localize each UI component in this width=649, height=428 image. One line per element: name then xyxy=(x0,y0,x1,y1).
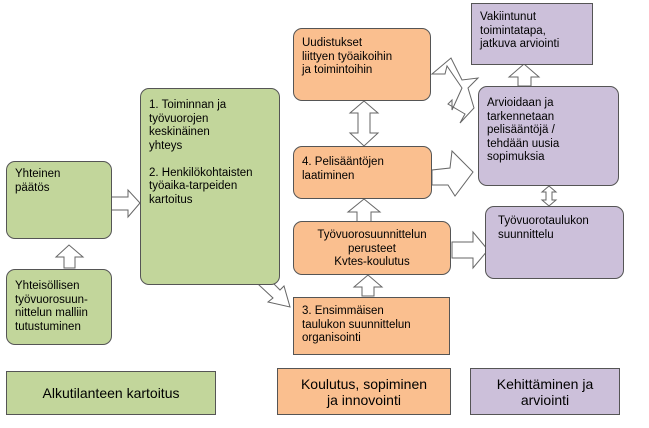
arrow-right-to-toiminnan xyxy=(111,190,140,217)
arrow-right-to-tyovuorotaulukon xyxy=(452,232,488,268)
box-yhteisollisen-mallin-tutustuminen: Yhteisöllisen työvuorosuun- nittelun malliin tutustuminen xyxy=(6,269,112,345)
arrow-up-to-tyovuorosuunnittelun xyxy=(354,275,382,296)
box-ensimmaisen-taulukon-suunnittelu: 3. Ensimmäisen taulukon suunnittelun organisointi xyxy=(293,297,450,355)
arrow-to-arvioidaan xyxy=(432,151,473,196)
arrow-double-arvioidaan-tyovuorotaulukon xyxy=(542,186,556,206)
legend-alkutilanteen-kartoitus: Alkutilanteen kartoitus xyxy=(6,371,216,415)
legend-kehittaminen-arviointi: Kehittäminen ja arviointi xyxy=(470,368,620,415)
box-uudistukset: Uudistukset liittyen työaikoihin ja toimintoihin xyxy=(293,28,431,101)
legend-koulutus-sopiminen: Koulutus, sopiminen ja innovointi xyxy=(277,368,451,415)
box-tyovuorotaulukon-suunnittelu: Työvuorotaulukon suunnittelu xyxy=(485,206,624,279)
box-toiminnan-kartoitus: 1. Toiminnan ja työvuorojen keskinäinen yhteys 2. Henkilökohtaisten työaika-tarpeiden kartoitus xyxy=(140,88,280,285)
arrow-double-uudistukset-pelisaannot xyxy=(350,101,378,146)
arrow-double-uudistukset-arvioidaan xyxy=(432,58,478,123)
box-arvioidaan-pelisaannot: Arvioidaan ja tarkennetaan pelisääntöjä / tehdään uusia sopimuksia xyxy=(478,86,619,186)
arrow-up-to-paatos xyxy=(56,245,83,268)
box-yhteinen-paatos: Yhteinen päätös xyxy=(6,161,112,239)
box-pelisaantojen-laatiminen: 4. Pelisääntöjen laatiminen xyxy=(293,146,432,199)
arrow-up-to-vakiintunut xyxy=(509,64,539,86)
box-vakiintunut-toimintatapa: Vakiintunut toimintatapa, jatkuva arviointi xyxy=(471,3,593,65)
arrow-up-to-pelisaantojen xyxy=(348,199,380,222)
box-tyovuorosuunnittelun-perusteet: Työvuorosuunnittelun perusteet Kvtes-koulutus xyxy=(293,221,451,275)
